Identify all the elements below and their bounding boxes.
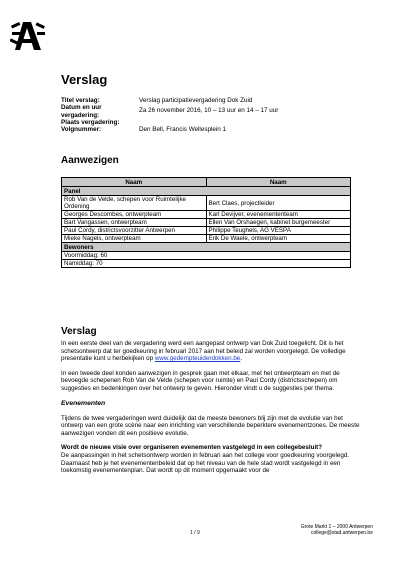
meta-row bbox=[61, 97, 361, 104]
table-cell: Bart Vangassen, ontwerpteam bbox=[62, 219, 207, 227]
question: Wordt de nieuwe visie over organiseren evenementen vastgelegd in een collegebesluit? bbox=[61, 444, 323, 452]
paragraph-text: In een eerste deel van de vergadering werd een aangepast ontwerp van Dok Zuid toegelicht. Dit is het schetsontwerp dat ter goedkeuring in februari 2017 aan het beleid zal worden voorgelegd. De volledige presentatie kunt u herbekijken op bbox=[61, 340, 346, 363]
meta-label: Plaats vergadering: bbox=[61, 118, 120, 126]
paragraph: Tijdens de twee vergaderingen werd duidelijk dat de meeste bewoners blij zijn met de evolutie van het ontwerp van een grote scène naar een inrichting van verschillende beperktere evenementzones. De meeste aanwezigen vonden dit een positieve evolutie. bbox=[61, 414, 360, 437]
table-row bbox=[62, 252, 351, 260]
table-cell: Paul Cordy, districtsvoorzitter Antwerpen bbox=[62, 227, 207, 235]
meta-label: Datum en uur vergadering: bbox=[61, 104, 102, 119]
meta-row bbox=[61, 104, 361, 119]
meta-block bbox=[61, 97, 361, 133]
table-row bbox=[62, 211, 351, 219]
address-email: college@stad.antwerpen.be bbox=[310, 530, 373, 537]
column-header: Naam bbox=[206, 178, 351, 187]
table-cell: Georges Descombes, ontwerpteam bbox=[62, 211, 207, 219]
table-header-row bbox=[62, 178, 351, 187]
table-cell: Namiddag: 70 bbox=[62, 260, 351, 268]
table-cell: Philippe Teughels, AG VESPA bbox=[206, 227, 351, 235]
document-title: Verslag bbox=[61, 72, 108, 87]
table-row bbox=[62, 260, 351, 268]
table-cell: Voormiddag: 60 bbox=[62, 252, 351, 260]
meta-row bbox=[61, 119, 361, 126]
page-number: 1 / 9 bbox=[190, 530, 200, 536]
section-row bbox=[62, 243, 351, 252]
attendees-heading: Aanwezigen bbox=[61, 155, 119, 166]
meta-row bbox=[61, 126, 361, 133]
table-cell: Rob Van de Velde, schepen voor Ruimtelijke Ordening bbox=[62, 196, 207, 211]
meta-label: Volgnummer: bbox=[61, 126, 102, 134]
website-link[interactable]: www.gedempteuiderdokken.be bbox=[154, 355, 241, 363]
table-cell: Ellen Van Orshaegen, kabinet burgemeester bbox=[206, 219, 351, 227]
table-row bbox=[62, 196, 351, 211]
paragraph: De aanpassingen in het schetsontwerp worden in februari aan het college voor goedkeuring voorgelegd. Daarnaast heb je het evenementenbeleid dat op het niveau van de hele stad wordt vastgelegd in een toekomstig evenementenplan. Dat wordt op dit moment opgemaakt voor de bbox=[61, 452, 350, 475]
table-row bbox=[62, 235, 351, 243]
table-cell: Bert Claes, projectleider bbox=[206, 196, 351, 211]
meta-value: Za 26 november 2016, 10 – 13 uur en 14 – 17 uur bbox=[139, 107, 279, 115]
paragraph-text: . bbox=[240, 355, 243, 363]
table-row bbox=[62, 227, 351, 235]
paragraph bbox=[61, 340, 361, 363]
column-header: Naam bbox=[62, 178, 207, 187]
footer-address bbox=[301, 524, 373, 537]
section-row bbox=[62, 187, 351, 196]
table-cell: Erik De Waele, ontwerpteam bbox=[206, 235, 351, 243]
table-row bbox=[62, 219, 351, 227]
address-line: Grote Markt 1 – 2000 Antwerpen bbox=[300, 524, 373, 530]
panel-label: Panel bbox=[62, 187, 351, 196]
section-heading: Evenementen bbox=[61, 400, 106, 408]
report-body bbox=[61, 340, 361, 482]
report-heading: Verslag bbox=[61, 326, 97, 337]
meta-label: Titel verslag: bbox=[61, 97, 100, 104]
table-cell: Mieke Nagels, ontwerpteam bbox=[62, 235, 207, 243]
antwerpen-a-logo-icon bbox=[10, 18, 46, 54]
residents-label: Bewoners bbox=[62, 243, 351, 252]
table-cell: Karl Devijver, evenemententeam bbox=[206, 211, 351, 219]
attendees-table bbox=[61, 177, 351, 268]
paragraph: In een tweede deel konden aanwezigen in gesprek gaan met elkaar, met het ontwerpteam en met de bevoegde schepenen Rob Van de Velde (schepen voor ruimte) en Paul Cordy (districtsschepen) om suggesties en bedenkingen over het ontwerp te geven. Hieronder vindt u de suggesties per thema. bbox=[61, 369, 340, 392]
meta-value: Den Bell, Francis Wellesplein 1 bbox=[139, 126, 227, 134]
meta-value: Verslag participatievergadering Dok Zuid bbox=[139, 97, 253, 104]
